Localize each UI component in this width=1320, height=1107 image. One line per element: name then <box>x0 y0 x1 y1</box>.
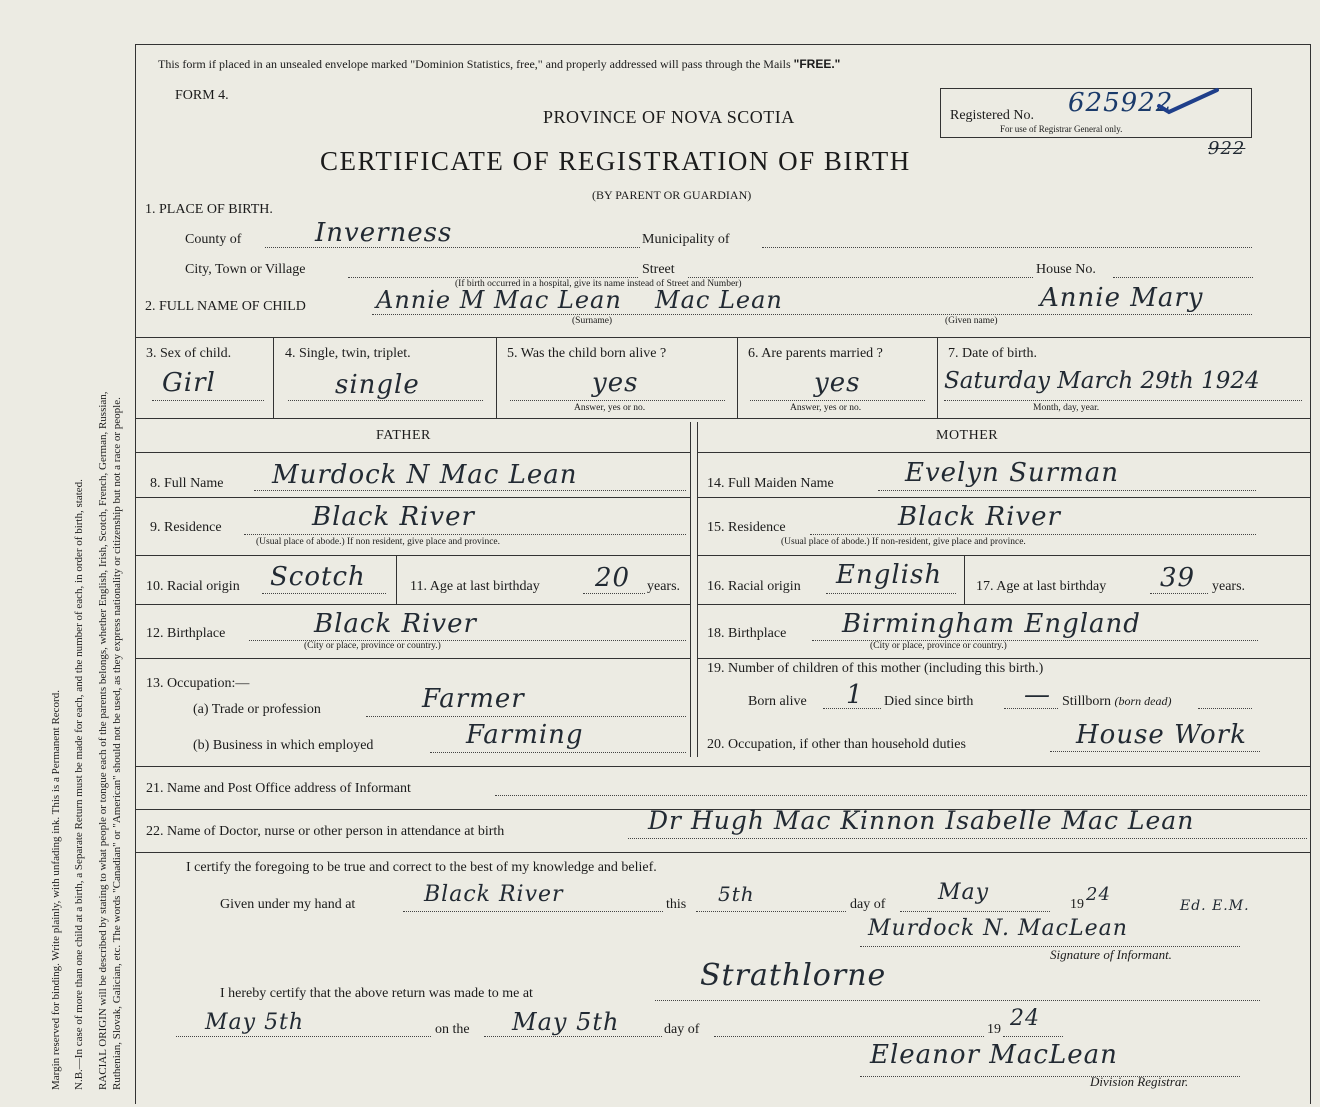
mother-residence-label: 15. Residence <box>707 520 786 535</box>
father-age-label: 11. Age at last birthday <box>410 579 540 594</box>
registrar-signature-label: Division Registrar. <box>1090 1074 1189 1089</box>
alive-value: yes <box>592 368 639 398</box>
father-birthplace-hint: (City or place, province or country.) <box>304 641 441 651</box>
street-label: Street <box>642 262 675 277</box>
father-age-value: 20 <box>595 563 631 593</box>
top-border <box>135 44 1310 45</box>
mother-age-value: 39 <box>1160 563 1196 593</box>
side-margin-note: Margin reserved for binding. Write plainly, with unfading ink. This is a Permanent Record. <box>50 690 62 1090</box>
certificate-title: CERTIFICATE OF REGISTRATION OF BIRTH <box>320 146 911 176</box>
form-number: FORM 4. <box>175 88 229 103</box>
father-occupation-label: 13. Occupation:— <box>146 676 250 691</box>
mother-heading: MOTHER <box>936 428 999 443</box>
mother-occupation-value: House Work <box>1076 720 1247 750</box>
registrar-place-value: Strathlorne <box>700 958 887 993</box>
given-name-hint: (Given name) <box>945 316 998 326</box>
mother-name-label: 14. Full Maiden Name <box>707 476 834 491</box>
house-label: House No. <box>1036 262 1096 277</box>
registrar-left-date: May 5th <box>205 1010 305 1035</box>
married-hint: Answer, yes or no. <box>790 403 862 413</box>
single-label: 4. Single, twin, triplet. <box>285 346 411 361</box>
father-name-value: Murdock N Mac Lean <box>272 460 578 490</box>
registrar-signature: Eleanor MacLean <box>870 1040 1118 1070</box>
surname-hint: (Surname) <box>572 316 613 326</box>
mother-occupation-label: 20. Occupation, if other than household duties <box>707 737 966 752</box>
registrar-statement: I hereby certify that the above return was made to me at <box>220 986 533 1001</box>
father-name-label: 8. Full Name <box>150 476 224 491</box>
registrar-year-value: 24 <box>1010 1006 1040 1031</box>
mother-birthplace-value: Birmingham England <box>842 609 1141 639</box>
mother-race-label: 16. Racial origin <box>707 579 801 594</box>
certify-statement: I certify the foregoing to be true and correct to the best of my knowledge and belief. <box>186 860 657 875</box>
year-value: 24 <box>1086 884 1111 905</box>
father-residence-label: 9. Residence <box>150 520 222 535</box>
alive-label: 5. Was the child born alive ? <box>507 346 667 361</box>
side-racial-note-2: Ruthenian, Slovak, Galician, etc. The words "Canadian" or "American" should not be used, as they express nationality or citizenship but not a race or people. <box>111 397 123 1090</box>
father-age-unit: years. <box>647 579 681 594</box>
mother-birthplace-hint: (City or place, province or country.) <box>870 641 1007 651</box>
left-border <box>135 44 136 1104</box>
father-birthplace-value: Black River <box>314 609 477 639</box>
born-alive-value: 1 <box>846 680 864 710</box>
dob-label: 7. Date of birth. <box>948 346 1038 361</box>
mother-age-label: 17. Age at last birthday <box>976 579 1107 594</box>
side-racial-note-1: RACIAL ORIGIN will be described by stating to what people or tongue each of the parents belongs, whether English, Irish, Scotch, French, German, Russian, <box>97 391 109 1090</box>
stillborn-label: Stillborn (born dead) <box>1062 694 1172 709</box>
doctor-value: Dr Hugh Mac Kinnon Isabelle Mac Lean <box>648 806 1195 835</box>
father-trade-label: (a) Trade or profession <box>193 702 321 717</box>
corner-mark: 922 <box>1208 138 1246 159</box>
informant-signature: Murdock N. MacLean <box>868 916 1128 941</box>
alive-hint: Answer, yes or no. <box>574 403 646 413</box>
registrar-year-prefix: 19 <box>987 1022 1001 1037</box>
county-label: County of <box>185 232 242 247</box>
father-residence-value: Black River <box>312 502 475 532</box>
child-name-left: Annie M Mac Lean <box>376 286 622 314</box>
father-heading: FATHER <box>376 428 431 443</box>
month-value: May <box>938 880 990 905</box>
hospital-note: (If birth occurred in a hospital, give its name instead of Street and Number) <box>455 279 742 289</box>
registrar-on-date: May 5th <box>512 1008 620 1036</box>
father-residence-hint: (Usual place of abode.) If non resident, give place and province. <box>256 537 500 547</box>
mother-children-label: 19. Number of children of this mother (including this birth.) <box>707 661 1044 676</box>
on-the-label: on the <box>435 1022 470 1037</box>
certificate-subtitle: (BY PARENT OR GUARDIAN) <box>592 188 752 202</box>
child-name-label: 2. FULL NAME OF CHILD <box>145 299 306 314</box>
sex-label: 3. Sex of child. <box>146 346 232 361</box>
year-prefix: 19 <box>1070 897 1084 912</box>
city-label: City, Town or Village <box>185 262 306 277</box>
doctor-label: 22. Name of Doctor, nurse or other person in attendance at birth <box>146 824 505 839</box>
child-surname: Mac Lean <box>655 286 783 314</box>
dob-value: Saturday March 29th 1924 <box>944 368 1260 394</box>
side-nb-note: N.B.—In case of more than one child at a birth, a Separate Return must be made for each, and the number of each, in order of birth, stated. <box>73 479 85 1090</box>
province-heading: PROVINCE OF NOVA SCOTIA <box>543 107 795 127</box>
mother-birthplace-label: 18. Birthplace <box>707 626 787 641</box>
sex-value: Girl <box>162 368 216 398</box>
informant-signature-label: Signature of Informant. <box>1050 947 1172 962</box>
this-label: this <box>666 897 687 912</box>
mother-residence-value: Black River <box>898 502 1061 532</box>
father-race-label: 10. Racial origin <box>146 579 240 594</box>
child-given-name: Annie Mary <box>1040 283 1204 313</box>
right-border <box>1310 44 1311 1104</box>
check-mark-icon <box>1155 86 1225 116</box>
informant-label: 21. Name and Post Office address of Informant <box>146 781 411 796</box>
died-value: — <box>1024 680 1051 710</box>
dob-hint: Month, day, year. <box>1033 403 1100 413</box>
father-race-value: Scotch <box>270 562 366 592</box>
day-of-registrar-label: day of <box>664 1022 700 1037</box>
day-value: 5th <box>718 882 755 906</box>
mother-race-value: English <box>836 560 943 590</box>
registered-label: Registered No. <box>950 108 1034 123</box>
father-birthplace-label: 12. Birthplace <box>146 626 226 641</box>
married-value: yes <box>814 368 861 398</box>
registered-number: 625922 <box>1068 88 1174 118</box>
died-label: Died since birth <box>884 694 974 709</box>
registrar-note: For use of Registrar General only. <box>1000 124 1123 134</box>
mother-residence-hint: (Usual place of abode.) If non-resident, give place and province. <box>781 537 1026 547</box>
single-value: single <box>335 370 420 400</box>
father-trade-value: Farmer <box>422 684 525 714</box>
signature-extra: Ed. E.M. <box>1180 898 1250 914</box>
mother-name-value: Evelyn Surman <box>905 458 1119 488</box>
municipality-label: Municipality of <box>642 232 730 247</box>
place-of-birth-label: 1. PLACE OF BIRTH. <box>145 202 273 217</box>
county-value: Inverness <box>315 218 453 248</box>
married-label: 6. Are parents married ? <box>748 346 883 361</box>
postal-note: This form if placed in an unsealed envelope marked "Dominion Statistics, free," and properly addressed will pass through the Mails "FREE." <box>158 57 841 71</box>
given-label: Given under my hand at <box>220 897 356 912</box>
father-business-value: Farming <box>466 720 584 750</box>
father-business-label: (b) Business in which employed <box>193 738 374 753</box>
born-alive-label: Born alive <box>748 694 807 709</box>
day-of-label: day of <box>850 897 886 912</box>
given-place-value: Black River <box>424 882 564 907</box>
mother-age-unit: years. <box>1212 579 1246 594</box>
